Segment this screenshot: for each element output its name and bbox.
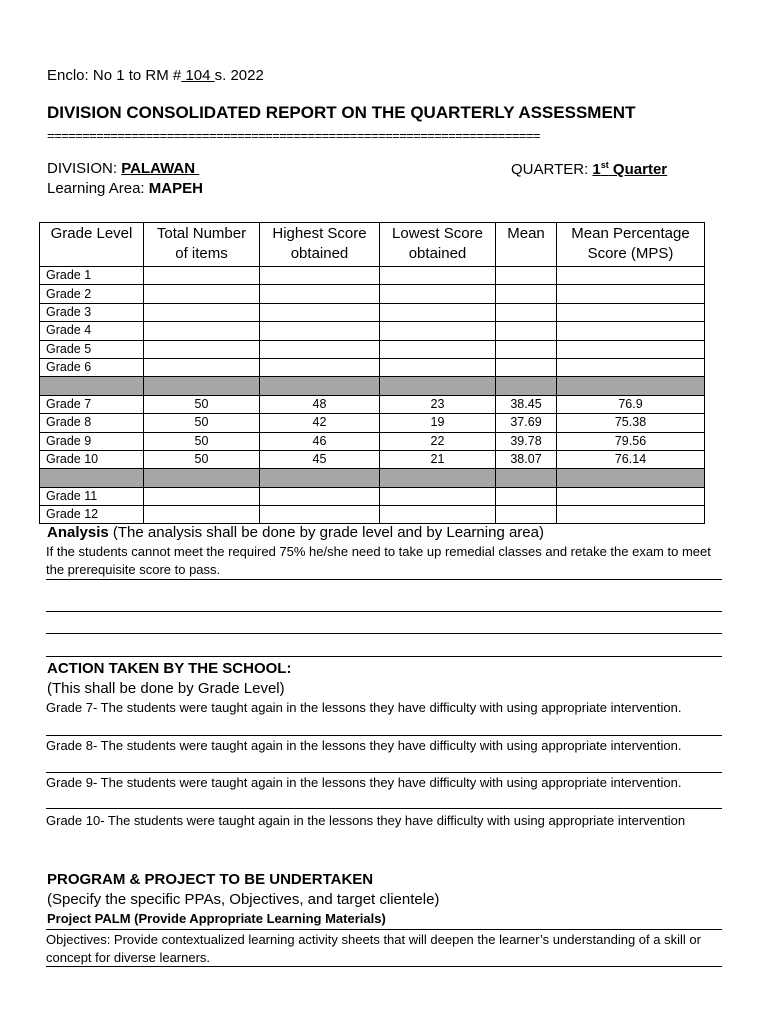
report-title: DIVISION CONSOLIDATED REPORT ON THE QUARTERLY ASSESSMENT [47,103,636,122]
table-cell: 50 [144,414,260,432]
table-cell: 50 [144,450,260,468]
table-cell: 75.38 [557,414,705,432]
table-cell [380,303,496,321]
table-cell [260,340,380,358]
table-cell: 19 [380,414,496,432]
analysis-note: (The analysis shall be done by grade level and by Learning area) [108,524,544,541]
table-row [40,414,705,432]
table-row [40,267,705,285]
learning-area-value: MAPEH [148,180,203,197]
action-item-grade-9: Grade 9- The students were taught again in the lessons they have difficulty with using appropriate intervention. [46,775,682,790]
table-row [40,469,705,487]
grade-level-cell: Grade 11 [40,487,144,505]
table-cell: 76.14 [557,450,705,468]
division-value: PALAWAN [121,160,200,177]
table-cell: 46 [260,432,380,450]
division-label: DIVISION: [47,160,122,177]
rule-line [46,656,722,657]
rule-line [46,735,722,736]
action-heading: ACTION TAKEN BY THE SCHOOL: [47,660,292,677]
assessment-table [39,222,705,524]
table-cell [260,267,380,285]
table-cell [380,469,496,487]
rule-line [46,966,722,967]
action-item-grade-8: Grade 8- The students were taught again in the lessons they have difficulty with using appropriate intervention. [46,738,682,753]
grade-level-cell [40,469,144,487]
grade-level-cell: Grade 1 [40,267,144,285]
table-cell [557,377,705,395]
analysis-heading [47,524,544,541]
quarter-value [592,161,667,178]
table-cell [496,267,557,285]
table-cell [380,358,496,376]
table-cell [496,303,557,321]
rule-line [46,808,722,809]
enclosure-reference [47,67,264,84]
grade-level-cell: Grade 9 [40,432,144,450]
table-cell: 39.78 [496,432,557,450]
rule-line [46,611,722,612]
grade-level-cell: Grade 6 [40,358,144,376]
program-heading: PROGRAM & PROJECT TO BE UNDERTAKEN [47,871,374,888]
table-cell: 76.9 [557,395,705,413]
table-cell [260,285,380,303]
grade-level-cell: Grade 10 [40,450,144,468]
table-cell [144,506,260,524]
table-cell [557,358,705,376]
table-row [40,303,705,321]
grade-level-cell: Grade 12 [40,506,144,524]
action-item-grade-10: Grade 10- The students were taught again in the lessons they have difficulty with using appropriate intervention [46,813,686,828]
rule-line [46,633,722,634]
table-cell [144,322,260,340]
analysis-title: Analysis [47,524,109,541]
table-cell: 37.69 [496,414,557,432]
table-cell: 21 [380,450,496,468]
grade-level-cell: Grade 5 [40,340,144,358]
table-cell: 23 [380,395,496,413]
table-row [40,487,705,505]
table-cell [496,358,557,376]
table-cell [557,303,705,321]
column-header: Highest Score obtained [260,223,380,267]
column-header: Mean [496,223,557,267]
table-cell [380,285,496,303]
table-cell [557,506,705,524]
table-cell [144,267,260,285]
quarter-number: 1 [592,161,601,178]
table-cell [260,506,380,524]
rule-line [46,579,722,580]
column-header: Mean Percentage Score (MPS) [557,223,705,267]
table-header-row [40,223,705,267]
table-row [40,450,705,468]
table-cell [260,469,380,487]
table-cell [380,506,496,524]
grade-level-cell: Grade 4 [40,322,144,340]
table-cell [144,340,260,358]
table-row [40,322,705,340]
table-row [40,432,705,450]
table-cell [557,322,705,340]
table-cell: 50 [144,432,260,450]
grade-level-cell [40,377,144,395]
table-cell [260,303,380,321]
table-cell [260,322,380,340]
project-name: Project PALM (Provide Appropriate Learning Materials) [47,911,386,926]
table-cell [144,303,260,321]
column-header: Total Number of items [144,223,260,267]
rule-line [46,929,722,930]
table-cell [496,469,557,487]
table-cell [380,340,496,358]
table-cell: 45 [260,450,380,468]
table-cell [557,285,705,303]
table-cell [557,267,705,285]
table-cell [260,358,380,376]
table-row [40,506,705,524]
table-cell [496,487,557,505]
action-note: (This shall be done by Grade Level) [47,680,285,697]
analysis-text: If the students cannot meet the required 75% he/she need to take up remedial classes and retake the exam to meet the prerequisite score to pass. [46,544,711,577]
table-cell [260,377,380,395]
column-header: Lowest Score obtained [380,223,496,267]
table-cell: 22 [380,432,496,450]
table-cell [260,487,380,505]
program-objectives: Objectives: Provide contextualized learning activity sheets that will deepen the learner’s understanding of a skill or concept for diverse learners. [46,932,701,965]
table-cell: 50 [144,395,260,413]
quarter-field [511,160,667,178]
table-cell: 42 [260,414,380,432]
quarter-suffix: st [600,160,609,170]
table-row [40,285,705,303]
quarter-label: QUARTER: [511,161,593,178]
table-cell [496,322,557,340]
grade-level-cell: Grade 3 [40,303,144,321]
table-row [40,358,705,376]
program-note: (Specify the specific PPAs, Objectives, and target clientele) [47,891,440,908]
grade-level-cell: Grade 8 [40,414,144,432]
action-item-grade-7: Grade 7- The students were taught again in the lessons they have difficulty with using appropriate intervention. [46,700,682,715]
table-cell [557,487,705,505]
table-cell: 38.45 [496,395,557,413]
table-row [40,395,705,413]
table-cell [496,340,557,358]
enclo-prefix: Enclo: No 1 to RM # [47,67,182,84]
enclo-number: 104 [181,67,215,84]
grade-level-cell: Grade 7 [40,395,144,413]
grade-level-cell: Grade 2 [40,285,144,303]
table-row [40,377,705,395]
learning-area-field [47,180,203,197]
table-cell [144,377,260,395]
table-cell [496,285,557,303]
table-cell [144,358,260,376]
column-header: Grade Level [40,223,144,267]
title-separator: ====================================================================== [47,128,540,143]
table-cell: 38.07 [496,450,557,468]
learning-area-label: Learning Area: [47,180,149,197]
table-cell [144,487,260,505]
rule-line [46,772,722,773]
table-cell [380,377,496,395]
table-cell [557,469,705,487]
table-cell: 79.56 [557,432,705,450]
table-cell: 48 [260,395,380,413]
quarter-rest: Quarter [608,161,668,178]
table-row [40,340,705,358]
table-cell [496,506,557,524]
enclo-suffix: s. 2022 [214,67,264,84]
table-cell [496,377,557,395]
table-cell [144,469,260,487]
division-field [47,160,199,177]
table-cell [557,340,705,358]
table-cell [380,322,496,340]
table-cell [144,285,260,303]
table-cell [380,267,496,285]
table-cell [380,487,496,505]
